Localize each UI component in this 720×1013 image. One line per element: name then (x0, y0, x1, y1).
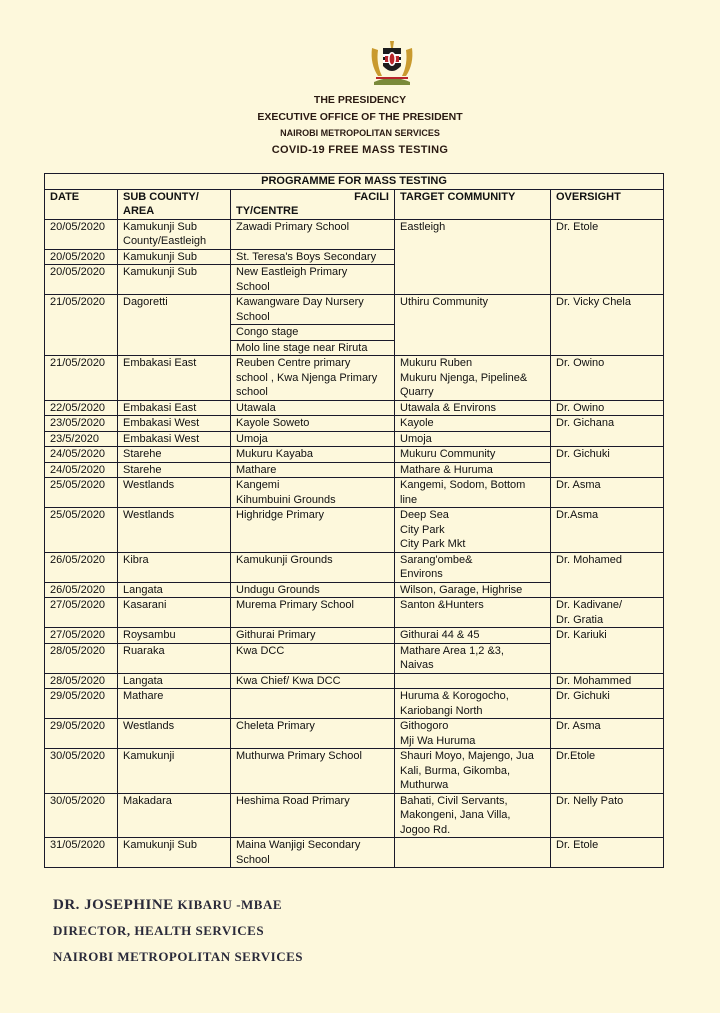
area-cell-line: Kamukunji (123, 750, 175, 762)
facility-cell-line: Mathare (236, 463, 277, 476)
table-row (45, 838, 664, 868)
area-cell-line: Roysambu (123, 629, 176, 641)
facility-cell-line: New Eastleigh Primary (236, 266, 348, 278)
facility-cell (231, 400, 395, 416)
table-title-row (45, 174, 664, 190)
area-cell-line: Makadara (123, 794, 172, 807)
document-title: COVID-19 FREE MASS TESTING (271, 144, 449, 156)
date-cell: 27/05/2020 (45, 628, 118, 644)
target-cell-line: Deep Sea (400, 509, 449, 521)
oversight-cell (551, 628, 664, 674)
facility-cell-line: School (236, 310, 270, 323)
facility-cell-line: School (236, 853, 270, 866)
target-cell: Eastleigh (395, 219, 551, 295)
area-cell (118, 356, 231, 401)
target-cell (395, 838, 551, 868)
target-cell-line: Huruma & Korogocho, (400, 690, 509, 702)
facility-cell (231, 265, 395, 295)
date-cell: 30/05/2020 (45, 793, 118, 838)
facility-cell (231, 340, 395, 356)
target-cell-line: Kariobangi North (400, 704, 483, 717)
oversight-cell-line: Dr. Gichuki (556, 448, 610, 460)
oversight-cell-line: Dr. Owino (556, 401, 605, 414)
target-cell-line: Kangemi, Sodom, Bottom (400, 479, 526, 491)
target-cell-line: Mji Wa Huruma (400, 734, 476, 747)
signatory-name (53, 897, 282, 914)
header-target: TARGET COMMUNITY (395, 189, 551, 219)
oversight-cell (551, 356, 664, 401)
facility-cell (231, 325, 395, 341)
table-row (45, 628, 664, 644)
area-cell-line: Kamukunji Sub (123, 839, 197, 851)
oversight-cell (551, 416, 664, 447)
facility-cell-line: Umoja (236, 432, 268, 445)
facility-cell (231, 719, 395, 749)
target-cell-line: Santon &Hunters (400, 599, 484, 611)
header-sub-county-line1: SUB COUNTY/ (123, 190, 199, 203)
area-cell-line: Westlands (123, 479, 175, 491)
oversight-cell-line: Dr.Asma (556, 509, 599, 521)
area-cell-line: Starehe (123, 448, 162, 460)
area-cell (118, 431, 231, 447)
target-cell-line: Mukuru Community (400, 448, 496, 460)
oversight-cell-line: Dr. Asma (556, 479, 601, 491)
facility-cell-line: Kamukunji Grounds (236, 553, 333, 566)
target-cell-line: Mukuru Njenga, Pipeline& (400, 371, 528, 384)
area-cell-line: Mathare (123, 690, 164, 702)
target-cell-line: Environs (400, 568, 443, 580)
target-cell-line: Wilson, Garage, Highrise (400, 583, 523, 596)
facility-cell-line: Zawadi Primary School (236, 220, 350, 233)
date-cell: 21/05/2020 (45, 356, 118, 401)
area-cell (118, 552, 231, 582)
facility-cell-line: Kihumbuini Grounds (236, 493, 336, 506)
facility-cell (231, 249, 395, 265)
target-cell-line: Makongeni, Jana Villa, (400, 809, 511, 821)
target-cell-line: Kayole (400, 417, 434, 429)
facility-cell-line: Mukuru Kayaba (236, 448, 314, 460)
area-cell (118, 295, 231, 356)
facility-cell-line: Muthurwa Primary School (236, 750, 362, 762)
oversight-cell-line: Dr. Etole (556, 839, 599, 851)
target-cell-line: Mathare Area 1,2 &3, (400, 644, 504, 657)
table-row (45, 598, 664, 628)
area-cell-line: Ruaraka (123, 644, 165, 657)
area-cell-line: Embakasi East (123, 357, 197, 369)
area-cell (118, 416, 231, 432)
header-oversight: OVERSIGHT (551, 189, 664, 219)
header-sub-county (118, 189, 231, 219)
facility-cell-line: Heshima Road Primary (236, 794, 350, 807)
facility-cell (231, 598, 395, 628)
target-cell (395, 689, 551, 719)
oversight-cell-line: Dr. Owino (556, 357, 605, 369)
oversight-cell (551, 598, 664, 628)
target-cell-line: Utawala & Environs (400, 401, 496, 414)
facility-cell-line: Kwa Chief/ Kwa DCC (236, 674, 341, 687)
area-cell-line: Westlands (123, 720, 175, 732)
area-cell-line: Embakasi West (123, 417, 200, 429)
date-cell: 25/05/2020 (45, 478, 118, 508)
target-cell (395, 793, 551, 838)
facility-cell (231, 295, 395, 325)
target-cell (395, 447, 551, 463)
area-cell (118, 447, 231, 463)
area-cell-line: Kasarani (123, 599, 167, 611)
table-row (45, 447, 664, 463)
facility-cell-line: Githurai Primary (236, 629, 316, 641)
facility-cell-line: Undugu Grounds (236, 583, 320, 596)
target-cell (395, 582, 551, 598)
facility-cell (231, 582, 395, 598)
area-cell-line: Kibra (123, 553, 149, 566)
date-cell: 20/05/2020 (45, 249, 118, 265)
date-cell: 22/05/2020 (45, 400, 118, 416)
target-cell-line: Muthurwa (400, 779, 449, 791)
table-row (45, 689, 664, 719)
target-cell: Uthiru Community (395, 295, 551, 356)
area-cell (118, 643, 231, 673)
area-cell (118, 400, 231, 416)
table-row (45, 219, 664, 249)
table-row (45, 673, 664, 689)
area-cell-line: Langata (123, 583, 163, 596)
target-cell (395, 552, 551, 582)
signatory-name-first: DR. JOSEPHINE (53, 897, 174, 913)
date-cell: 21/05/2020 (45, 295, 118, 356)
date-cell: 29/05/2020 (45, 719, 118, 749)
facility-cell (231, 356, 395, 401)
facility-cell-line: Maina Wanjigi Secondary (236, 839, 361, 851)
date-cell: 24/05/2020 (45, 462, 118, 478)
facility-cell (231, 838, 395, 868)
table-row (45, 719, 664, 749)
oversight-cell-line: Dr. Nelly Pato (556, 794, 624, 807)
area-cell (118, 249, 231, 265)
nms-heading: NAIROBI METROPOLITAN SERVICES (280, 128, 440, 138)
table-row (45, 356, 664, 401)
oversight-cell-line: Dr. Gichana (556, 417, 615, 429)
table-row (45, 508, 664, 553)
facility-cell (231, 628, 395, 644)
oversight-cell-line: Dr. Kadivane/ (556, 599, 623, 611)
area-cell-line: Kamukunji Sub (123, 250, 197, 263)
oversight-cell (551, 400, 664, 416)
target-cell-line: City Park (400, 523, 445, 536)
facility-cell-line: Highridge Primary (236, 509, 325, 521)
target-cell-line: City Park Mkt (400, 538, 466, 550)
date-cell: 25/05/2020 (45, 508, 118, 553)
date-cell: 20/05/2020 (45, 219, 118, 249)
target-cell-line: Naivas (400, 659, 434, 671)
area-cell (118, 265, 231, 295)
area-cell (118, 582, 231, 598)
table-row (45, 400, 664, 416)
oversight-cell-line: Dr. Gichuki (556, 690, 610, 702)
target-cell (395, 356, 551, 401)
facility-cell-line: Kawangware Day Nursery (236, 296, 364, 308)
facility-cell-line: Cheleta Primary (236, 720, 315, 732)
date-cell: 23/05/2020 (45, 416, 118, 432)
target-cell-line: Sarang'ombe& (400, 553, 473, 566)
facility-cell (231, 478, 395, 508)
target-cell (395, 478, 551, 508)
target-cell (395, 719, 551, 749)
facility-cell-line: Kwa DCC (236, 644, 285, 657)
area-cell (118, 508, 231, 553)
facility-cell-line: school (236, 386, 268, 398)
area-cell (118, 219, 231, 249)
area-cell (118, 462, 231, 478)
oversight-cell (551, 838, 664, 868)
target-cell (395, 400, 551, 416)
target-cell-line: line (400, 493, 418, 506)
area-cell-line: Starehe (123, 463, 162, 476)
date-cell: 28/05/2020 (45, 673, 118, 689)
target-cell-line: Mukuru Ruben (400, 357, 473, 369)
facility-cell (231, 416, 395, 432)
facility-cell-line: Kayole Soweto (236, 417, 310, 429)
target-cell (395, 628, 551, 644)
area-cell-line: County/Eastleigh (123, 235, 207, 247)
facility-cell-line: Molo line stage near Riruta (236, 341, 368, 354)
oversight-cell: Dr. Etole (551, 219, 664, 295)
oversight-cell-line: Dr. Kariuki (556, 629, 607, 641)
table-header-row (45, 189, 664, 219)
target-cell-line: Kali, Burma, Gikomba, (400, 764, 511, 777)
oversight-cell-line: Dr.Etole (556, 750, 596, 762)
oversight-cell (551, 689, 664, 719)
facility-cell (231, 793, 395, 838)
area-cell (118, 478, 231, 508)
date-cell: 23/5/2020 (45, 431, 118, 447)
target-cell-line: Jogoo Rd. (400, 823, 451, 836)
table-row (45, 295, 664, 325)
target-cell (395, 431, 551, 447)
target-cell (395, 749, 551, 794)
area-cell-line: Embakasi East (123, 401, 197, 414)
facility-cell (231, 431, 395, 447)
target-cell-line: Githogoro (400, 720, 449, 732)
date-cell: 20/05/2020 (45, 265, 118, 295)
area-cell (118, 673, 231, 689)
facility-cell (231, 552, 395, 582)
target-cell (395, 416, 551, 432)
area-cell-line: Langata (123, 674, 163, 687)
oversight-cell (551, 719, 664, 749)
facility-cell-line: Congo stage (236, 326, 299, 338)
area-cell-line: Kamukunji Sub (123, 266, 197, 278)
date-cell: 26/05/2020 (45, 582, 118, 598)
facility-cell-line: Kangemi (236, 479, 280, 491)
header-facility-line1: FACILI (354, 190, 389, 203)
oversight-cell-line: Dr. Asma (556, 720, 601, 732)
table-row (45, 416, 664, 432)
facility-cell-line: school , Kwa Njenga Primary (236, 371, 378, 384)
presidency-heading: THE PRESIDENCY (313, 94, 407, 106)
signatory-organisation: NAIROBI METROPOLITAN SERVICES (53, 949, 304, 964)
area-cell (118, 793, 231, 838)
oversight-cell (551, 673, 664, 689)
facility-cell (231, 689, 395, 719)
target-cell-line: Umoja (400, 432, 432, 445)
date-cell: 27/05/2020 (45, 598, 118, 628)
header-facility (231, 189, 395, 219)
facility-cell-line: School (236, 280, 270, 293)
date-cell: 31/05/2020 (45, 838, 118, 868)
table-row (45, 749, 664, 794)
area-cell-line: Dagoretti (123, 296, 168, 308)
facility-cell (231, 219, 395, 249)
target-cell (395, 598, 551, 628)
header-sub-county-line2: AREA (123, 205, 155, 217)
oversight-cell (551, 552, 664, 598)
target-cell-line: Githurai 44 & 45 (400, 629, 480, 641)
table-row (45, 793, 664, 838)
target-cell-line: Quarry (400, 386, 434, 398)
date-cell: 24/05/2020 (45, 447, 118, 463)
target-cell (395, 643, 551, 673)
oversight-cell-line: Dr. Mohamed (556, 553, 623, 566)
area-cell-line: Embakasi West (123, 432, 200, 445)
oversight-cell (551, 508, 664, 553)
signatory-title: DIRECTOR, HEALTH SERVICES (53, 923, 265, 938)
facility-cell (231, 749, 395, 794)
target-cell-line: Bahati, Civil Servants, (400, 794, 508, 807)
area-cell (118, 598, 231, 628)
area-cell (118, 689, 231, 719)
oversight-cell: Dr. Vicky Chela (551, 295, 664, 356)
facility-cell (231, 447, 395, 463)
facility-cell-line: Reuben Centre primary (236, 357, 351, 369)
facility-cell (231, 462, 395, 478)
oversight-cell-line: Dr. Mohammed (556, 674, 632, 687)
testing-schedule-table (44, 173, 664, 868)
oversight-cell (551, 478, 664, 508)
coat-of-arms-icon (366, 38, 418, 86)
area-cell-line: Westlands (123, 509, 175, 521)
target-cell-line: Mathare & Huruma (400, 463, 493, 476)
table-title: PROGRAMME FOR MASS TESTING (45, 174, 664, 190)
facility-cell (231, 673, 395, 689)
date-cell: 26/05/2020 (45, 552, 118, 582)
table-row (45, 478, 664, 508)
facility-cell (231, 643, 395, 673)
header-date: DATE (45, 189, 118, 219)
target-cell-line: Shauri Moyo, Majengo, Jua (400, 750, 534, 762)
facility-cell-line: Utawala (236, 401, 276, 414)
target-cell (395, 508, 551, 553)
date-cell: 30/05/2020 (45, 749, 118, 794)
table-row (45, 552, 664, 582)
area-cell (118, 749, 231, 794)
date-cell: 29/05/2020 (45, 689, 118, 719)
target-cell (395, 673, 551, 689)
executive-office-heading: EXECUTIVE OFFICE OF THE PRESIDENT (257, 111, 463, 123)
facility-cell-line: St. Teresa's Boys Secondary (236, 250, 377, 263)
oversight-cell (551, 447, 664, 478)
area-cell (118, 719, 231, 749)
oversight-cell (551, 749, 664, 794)
area-cell (118, 838, 231, 868)
area-cell-line: Kamukunji Sub (123, 220, 197, 233)
header-facility-line2: TY/CENTRE (236, 205, 299, 217)
date-cell: 28/05/2020 (45, 643, 118, 673)
oversight-cell (551, 793, 664, 838)
facility-cell-line: Murema Primary School (236, 599, 354, 611)
facility-cell (231, 508, 395, 553)
target-cell (395, 462, 551, 478)
signatory-name-last: KIBARU -MBAE (173, 897, 283, 912)
oversight-cell-line: Dr. Gratia (556, 613, 604, 626)
area-cell (118, 628, 231, 644)
